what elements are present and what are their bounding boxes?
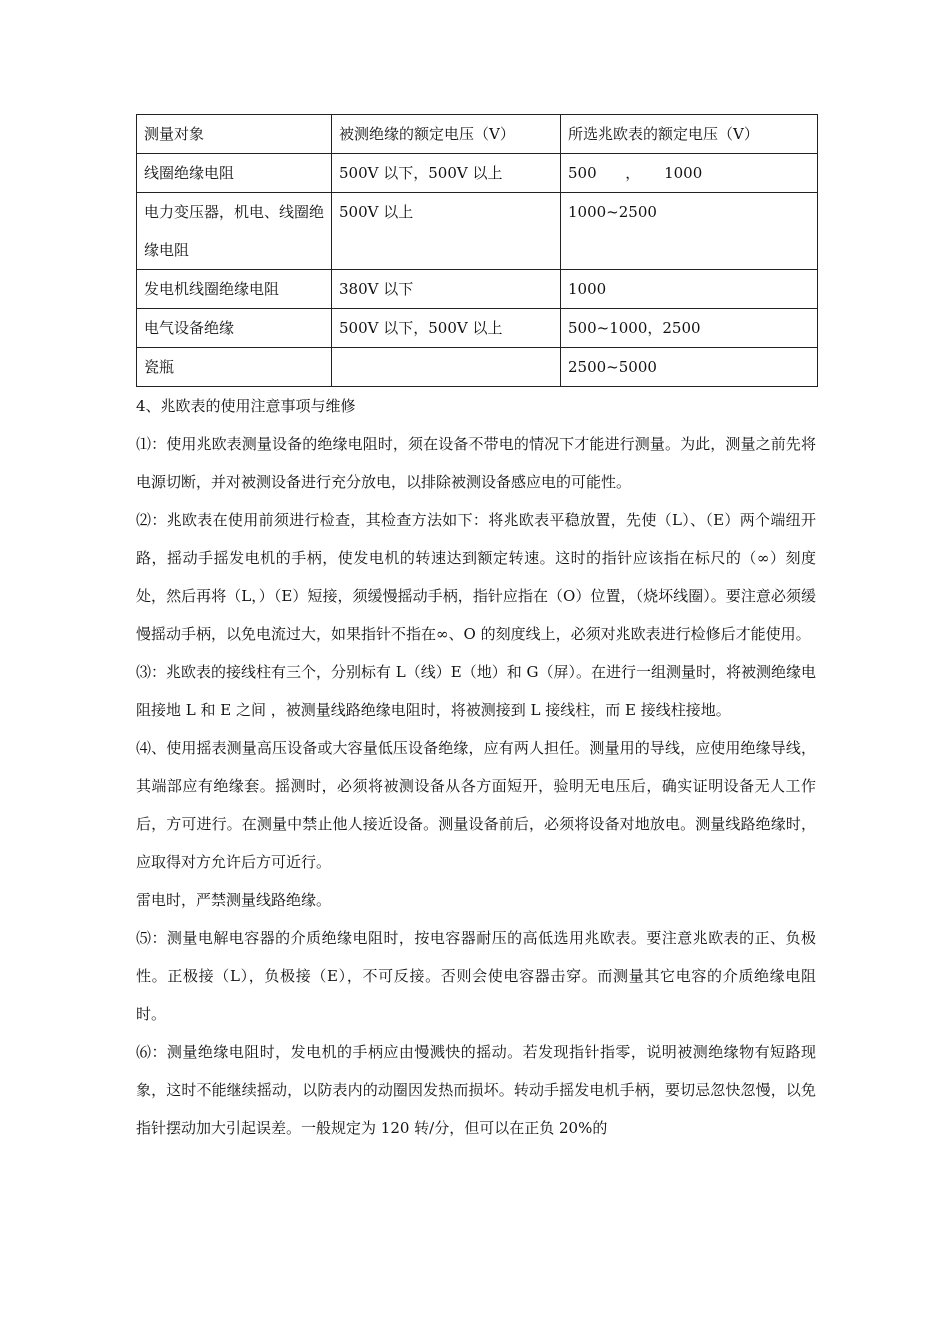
table-row bbox=[137, 154, 818, 193]
table-cell-insulation-voltage bbox=[332, 348, 561, 387]
table-cell-meter-voltage: 500~1000，2500 bbox=[561, 309, 818, 348]
table-cell-meter-voltage: 2500~5000 bbox=[561, 348, 818, 387]
table-header-row bbox=[137, 115, 818, 154]
table-row bbox=[137, 193, 818, 270]
table-cell-insulation-voltage: 500V 以下，500V 以上 bbox=[332, 154, 561, 193]
document-page bbox=[136, 114, 816, 1147]
table-row bbox=[137, 309, 818, 348]
header-cell: 被测绝缘的额定电压（V） bbox=[332, 115, 561, 154]
paragraph-2: ⑵：兆欧表在使用前须进行检查，其检查方法如下：将兆欧表平稳放置，先使（L）、（E）两个端纽开路，摇动手摇发电机的手柄，使发电机的转速达到额定转速。这时的指针应该指在标尺的（∞）刻度处，然后再将（L，）（E）短接，须缓慢摇动手柄，指针应指在（O）位置，（烧坏线圈）。要注意必须缓慢摇动手柄，以免电流过大，如果指针不指在∞、O 的刻度线上，必须对兆欧表进行检修后才能使用。 bbox=[136, 511, 816, 643]
table-cell-object: 电力变压器，机电、线圈绝缘电阻 bbox=[137, 193, 332, 270]
document-body bbox=[136, 387, 816, 1147]
table-cell-meter-voltage: 1000~2500 bbox=[561, 193, 818, 270]
voltage-selection-table bbox=[136, 114, 818, 387]
table-cell-meter-voltage: 1000 bbox=[561, 270, 818, 309]
header-cell: 测量对象 bbox=[137, 115, 332, 154]
table-cell-insulation-voltage: 500V 以下，500V 以上 bbox=[332, 309, 561, 348]
section-title: 4、兆欧表的使用注意事项与维修 bbox=[136, 397, 356, 415]
paragraph-7: ⑹：测量绝缘电阻时，发电机的手柄应由慢溅快的摇动。若发现指针指零，说明被测绝缘物有短路现象，这时不能继续摇动，以防表内的动圈因发热而损坏。转动手摇发电机手柄，要切忌忽快忽慢，以免指针摆动加大引起误差。一般规定为 120 转/分，但可以在正负 20%的 bbox=[136, 1043, 816, 1137]
paragraph-3: ⑶：兆欧表的接线柱有三个，分别标有 L（线）E（地）和 G（屏）。在进行一组测量时，将被测绝缘电阻接地 L 和 E 之间 ，被测量线路绝缘电阻时，将被测接到 L 接线柱，而 E 接线柱接地。 bbox=[136, 663, 816, 719]
table-row bbox=[137, 270, 818, 309]
table-cell-insulation-voltage: 380V 以下 bbox=[332, 270, 561, 309]
paragraph-1: ⑴：使用兆欧表测量设备的绝缘电阻时，须在设备不带电的情况下才能进行测量。为此，测量之前先将电源切断，并对被测设备进行充分放电，以排除被测设备感应电的可能性。 bbox=[136, 435, 816, 491]
paragraph-6: ⑸：测量电解电容器的介质绝缘电阻时，按电容器耐压的高低选用兆欧表。要注意兆欧表的正、负极性。正极接（L），负极接（E），不可反接。否则会使电容器击穿。而测量其它电容的介质绝缘电阻时。 bbox=[136, 929, 816, 1023]
table-row bbox=[137, 348, 818, 387]
table-cell-meter-voltage: 500 ， 1000 bbox=[561, 154, 818, 193]
table-cell-object: 发电机线圈绝缘电阻 bbox=[137, 270, 332, 309]
table-cell-object: 电气设备绝缘 bbox=[137, 309, 332, 348]
header-cell: 所选兆欧表的额定电压（V） bbox=[561, 115, 818, 154]
paragraph-4: ⑷、使用摇表测量高压设备或大容量低压设备绝缘，应有两人担任。测量用的导线，应使用绝缘导线，其端部应有绝缘套。摇测时，必须将被测设备从各方面短开，验明无电压后，确实证明设备无人工作后，方可进行。在测量中禁止他人接近设备。测量设备前后，必须将设备对地放电。测量线路绝缘时，应取得对方允许后方可近行。 bbox=[136, 739, 816, 871]
table-cell-object: 线圈绝缘电阻 bbox=[137, 154, 332, 193]
paragraph-5: 雷电时，严禁测量线路绝缘。 bbox=[136, 891, 332, 909]
table-cell-object: 瓷瓶 bbox=[137, 348, 332, 387]
table-cell-insulation-voltage: 500V 以上 bbox=[332, 193, 561, 270]
